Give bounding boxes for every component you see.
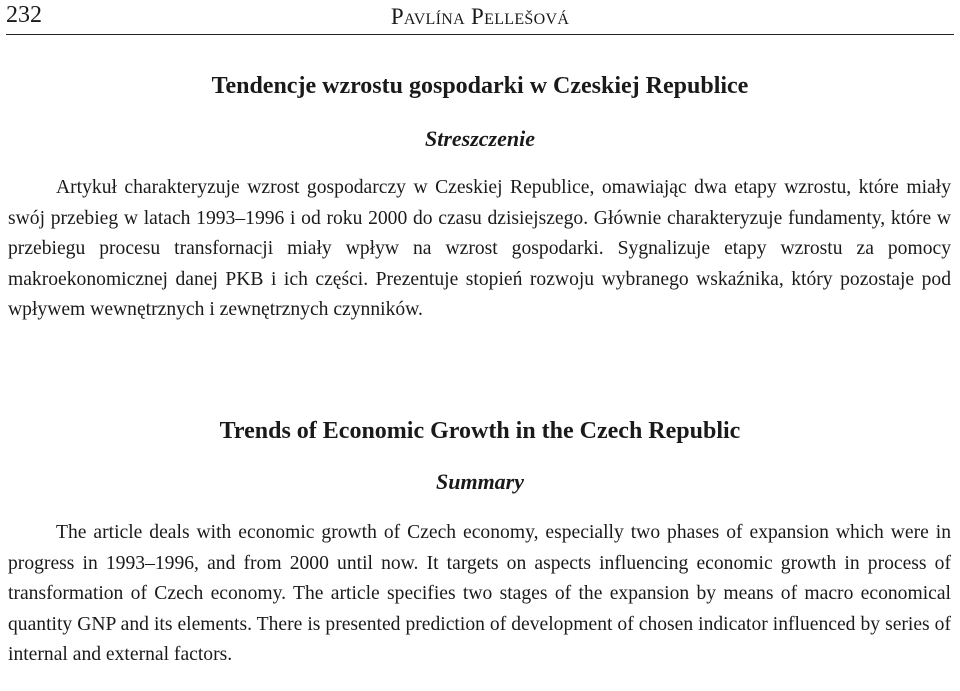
author-first-initial: P (390, 4, 404, 29)
polish-subtitle: Streszczenie (425, 126, 535, 151)
author-last-initial: P (471, 4, 485, 29)
english-abstract: The article deals with economic growth of Czech economy, especially two phases of expansion which were in progress in 1993–1996, and from 2000 until now. It targets on aspects influencing economic growth in process of transformation of Czech economy. The article specifies two stages of the expansion by means of macro economical quantity GNP and its elements. There is presented prediction of development of chosen indicator influenced by series of internal and external factors. (8, 522, 951, 665)
polish-abstract: Artykuł charakteryzuje wzrost gospodarczy w Czeskiej Republice, omawiając dwa etapy wzrostu, które miały swój przebieg w latach 1993–1996 i od roku 2000 do czasu dzisiejszego. Głównie charakteryzuje fundamenty, które w przebiegu procesu transfornacji miały wpływ na wzrost gospodarki. Sygnalizuje etapy wzrostu za pomocy makroekonomicznej danej PKB i ich części. Prezentuje stopień rozwoju wybranego wskaźnika, który pozostaje pod wpływem wewnętrznych i zewnętrznych czynników. (8, 177, 951, 320)
author-name (6, 3, 954, 31)
english-subtitle: Summary (435, 469, 525, 494)
author-first-rest: avlína (403, 4, 465, 29)
author-last-rest: ellešová (484, 4, 570, 29)
page-number: 232 (6, 2, 42, 28)
english-title: Trends of Economic Growth in the Czech Republic (219, 418, 741, 444)
polish-title: Tendencje wzrostu gospodarki w Czeskiej Republice (211, 73, 749, 99)
running-header (6, 0, 954, 35)
